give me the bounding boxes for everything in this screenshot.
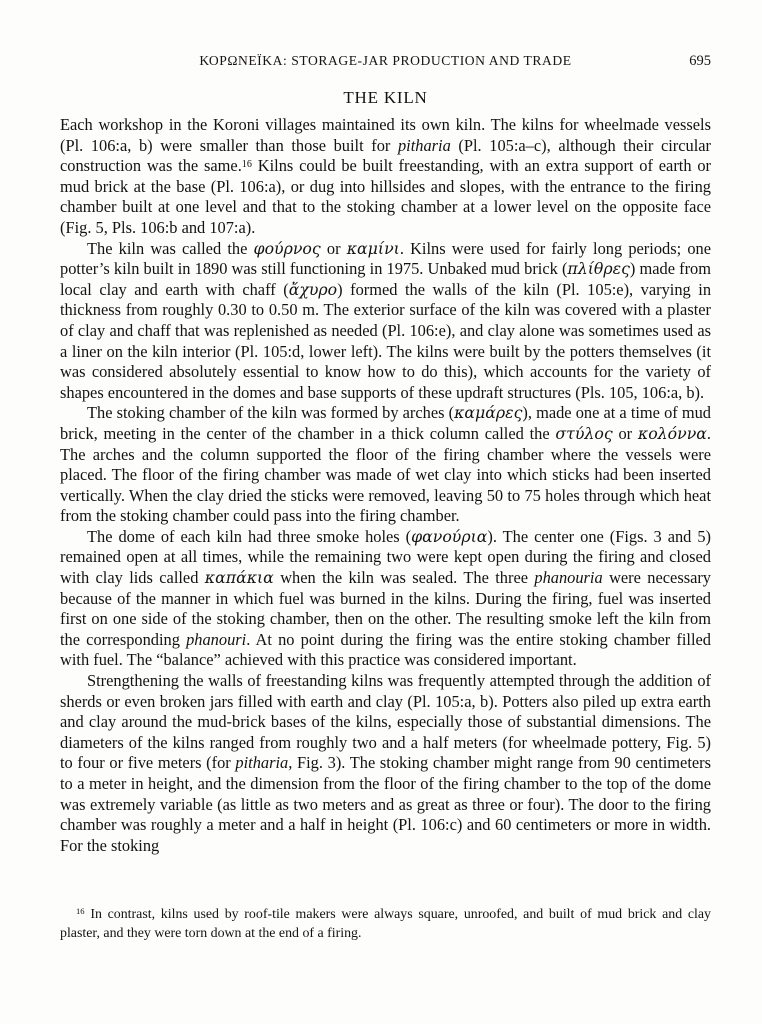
footnote: [60, 906, 711, 944]
text-run: The kiln was called the: [87, 238, 254, 258]
italic-term: phanouria: [534, 568, 603, 588]
text-run: . Kilns were used for fairly long periods; one potter’s kiln built in 1890 was still functioning in 1975. Unbaked mud brick (: [60, 238, 711, 279]
text-run: ) formed the walls of the kiln (Pl. 105:e), varying in thickness from roughly 0.30 to 0.50 m. The exterior surface of the kiln was covered with a plaster of clay and chaff that was replenished as needed (Pl. 106:e), and clay alone was sometimes used as a liner on the kiln interior (Pl. 105:d, lower left). The kilns were built by the potters themselves (it was considered absolutely essential to know how to do this), which accounts for the variety of shapes encountered in the domes and base supports of these updraft structures (Pls. 105, 106:a, b).: [60, 279, 712, 402]
text-run: Kilns could be built freestanding, with an extra support of earth or mud brick at the base (Pl. 106:a), or dug into hillsides and slopes, with the entrance to the firing chamber built at one level and that to the stoking chamber at a lower level on the opposite face (Fig. 5, Pls. 106:b and 107:a).: [60, 156, 712, 237]
page-number: 695: [689, 53, 711, 69]
text-run: The stoking chamber of the kiln was formed by arches (: [87, 403, 455, 423]
text-run: or: [320, 238, 347, 258]
text-run: The dome of each kiln had three smoke holes (: [87, 526, 412, 546]
greek-term: στύλος: [555, 423, 613, 443]
page-header: [60, 53, 711, 71]
greek-term: φούρνος: [253, 238, 321, 258]
footnote-reference: 16: [76, 906, 85, 917]
greek-term: καμάρες: [454, 403, 523, 423]
section-title: THE KILN: [343, 88, 428, 107]
italic-term: pitharia: [235, 753, 289, 773]
paragraph: [60, 403, 711, 527]
running-head: ΚΟΡΩΝΕΪΚΑ: STORAGE-JAR PRODUCTION AND TRADE: [199, 53, 572, 68]
text-run: . At no point during the firing was the entire stoking chamber filled with fuel. The “balance” achieved with this practice was considered important.: [60, 629, 711, 670]
paragraph: [60, 115, 711, 239]
text-run: ), made one at a time of mud brick, meeting in the center of the chamber in a thick column called the: [60, 403, 711, 443]
text-run: when the kiln was sealed. The three: [273, 568, 535, 588]
body-text: [60, 115, 711, 856]
text-run: ). The center one (Figs. 3 and 5) remained open at all times, while the remaining two were kept open during the firing and closed with clay lids called: [60, 526, 711, 588]
text-run: Each workshop in the Koroni villages maintained its own kiln. The kilns for wheelmade vessels (Pl. 106:a, b) were smaller than those built for: [60, 115, 711, 155]
text-run: . The arches and the column supported the floor of the firing chamber where the vessels were placed. The floor of the firing chamber was made of wet clay into which sticks had been inserted vertically. When the clay dried the sticks were removed, leaving 50 to 75 holes through which heat from the stoking chamber could pass into the firing chamber.: [60, 423, 711, 526]
italic-term: pitharia: [397, 135, 451, 155]
paragraph: [60, 239, 711, 404]
italic-term: phanouri: [186, 629, 247, 649]
text-run: or: [612, 423, 638, 443]
greek-term: καπάκια: [204, 568, 274, 588]
greek-term: ἄχυρο: [288, 279, 338, 299]
text-run: Strengthening the walls of freestanding kilns was frequently attempted through the addition of sherds or even broken jars filled with earth and clay (Pl. 105:a, b). Potters also piled up extra earth and clay around the mud-brick bases of the kilns, especially those of substantial dimensions. The diameters of the kilns ranged from roughly two and a half meters (for wheelmade pottery, Fig. 5) to four or five meters (for: [60, 671, 711, 773]
text-run: , Fig. 3). The stoking chamber might range from 90 centimeters to a meter in height, and the dimension from the floor of the firing chamber to the top of the dome was extremely variable (as little as two meters and as great as three or four). The door to the firing chamber was roughly a meter and a half in height (Pl. 106:c) and 60 centimeters or more in width. For the stoking: [60, 753, 711, 855]
greek-term: φανούρια: [411, 526, 488, 546]
paragraph: [60, 671, 711, 856]
greek-term: πλίθρες: [567, 259, 630, 279]
text-run: In contrast, kilns used by roof-tile makers were always square, unroofed, and built of mud brick and clay plaster, and they were torn down at the end of a firing.: [60, 907, 711, 941]
greek-term: κολόννα: [637, 423, 707, 443]
text-run: were necessary because of the manner in which fuel was burned in the kilns. During the firing, fuel was inserted first on one side of the stoking chamber, then on the other. The resulting smoke left the kiln from the corresponding: [60, 568, 712, 649]
text-run: ) made from local clay and earth with chaff (: [60, 259, 711, 299]
paragraph: [60, 527, 711, 671]
footnote-reference: 16: [241, 158, 252, 170]
greek-term: καμίνι: [346, 238, 400, 258]
text-run: (Pl. 105:a–c), although their circular construction was the same.: [60, 135, 711, 176]
